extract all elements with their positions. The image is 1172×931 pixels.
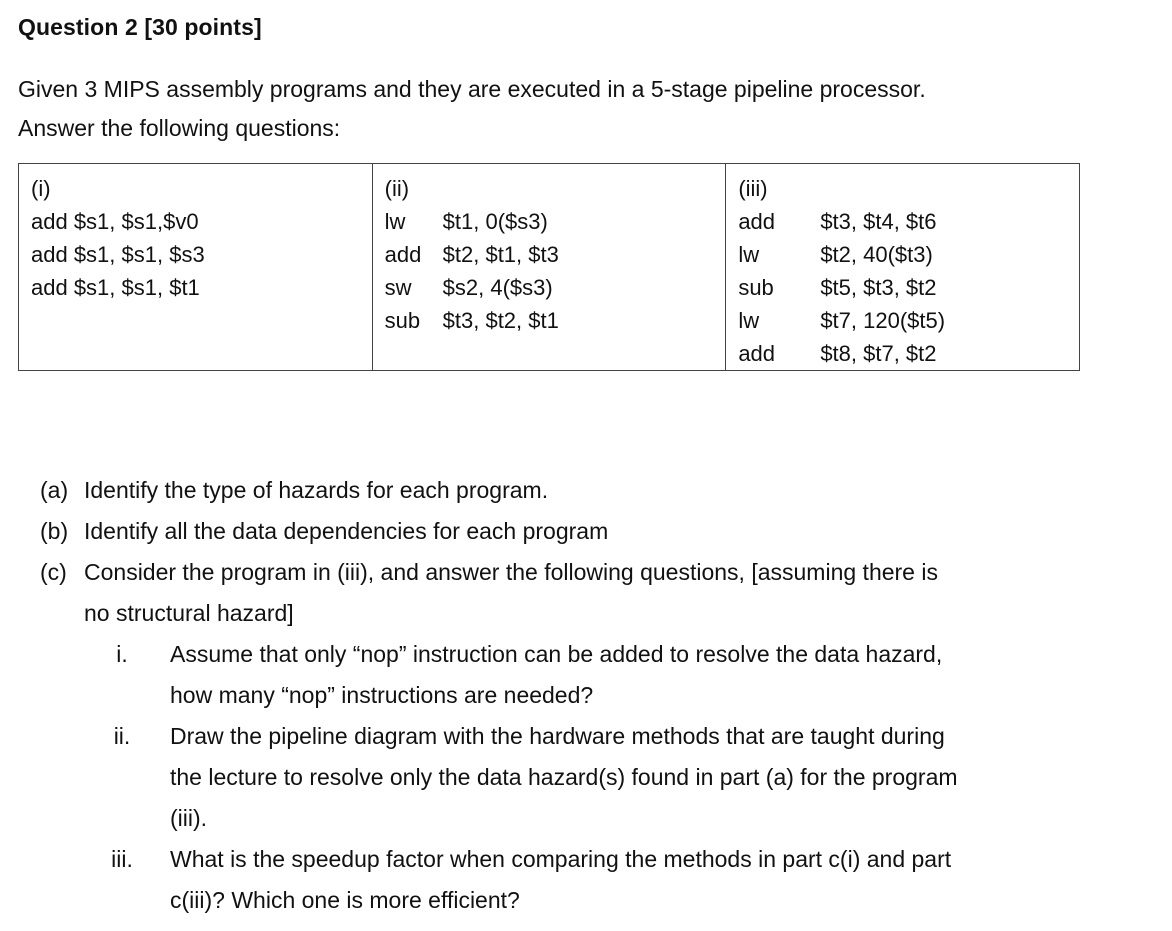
program-iii-line (738, 205, 1067, 238)
question-c-label: (c) (40, 559, 67, 585)
question-b-text: Identify all the data dependencies for each program (84, 518, 609, 544)
opcode: add (738, 341, 776, 366)
question-c-ii (40, 716, 1150, 839)
question-title: Question 2 [30 points] (18, 14, 262, 40)
operands: $t8, $t7, $t2 (820, 341, 937, 366)
question-c (40, 552, 1150, 634)
program-iii-label: (iii) (738, 176, 768, 201)
question-c-ii-line: Draw the pipeline diagram with the hardware methods that are taught during (170, 723, 945, 749)
opcode: lw (738, 308, 760, 333)
question-c-i (40, 634, 1150, 716)
program-ii-line (385, 304, 714, 337)
opcode: sw (384, 275, 412, 300)
question-c-ii-label: ii. (113, 723, 131, 749)
operands: $s2, 4($s3) (442, 275, 553, 300)
program-i-cell (19, 164, 373, 371)
question-a-label: (a) (40, 477, 69, 503)
program-ii-label: (ii) (384, 176, 410, 201)
question-c-i-line: Assume that only “nop” instruction can be added to resolve the data hazard, (170, 641, 943, 667)
question-c-text-line-2: no structural hazard] (84, 600, 294, 626)
program-iii-line (738, 304, 1067, 337)
question-list (40, 470, 1150, 921)
opcode: sub (384, 308, 421, 333)
opcode: lw (738, 242, 760, 267)
question-c-ii-line: the lecture to resolve only the data hazard(s) found in part (a) for the program (170, 764, 958, 790)
opcode: add (738, 209, 776, 234)
question-c-text-line-1: Consider the program in (iii), and answer the following questions, [assuming there is (84, 559, 938, 585)
program-iii-line (738, 238, 1067, 271)
program-iii-cell (726, 164, 1080, 371)
programs-table (18, 163, 1080, 371)
opcode: sub (738, 275, 774, 300)
opcode: add (384, 242, 422, 267)
operands: $t3, $t2, $t1 (442, 308, 559, 333)
program-ii-line (385, 271, 714, 304)
question-b (40, 511, 1150, 552)
intro-line-2: Answer the following questions: (18, 115, 341, 141)
program-i-line: add $s1, $s1, $t1 (31, 275, 200, 300)
program-iii-line (738, 271, 1067, 304)
opcode: lw (384, 209, 406, 234)
operands: $t7, 120($t5) (820, 308, 946, 333)
operands: $t3, $t4, $t6 (820, 209, 937, 234)
question-c-iii-label: iii. (111, 846, 133, 872)
question-c-i-label: i. (116, 641, 128, 667)
question-c-iii-line: What is the speedup factor when comparing the methods in part c(i) and part (170, 846, 952, 872)
operands: $t2, $t1, $t3 (442, 242, 559, 267)
question-c-i-line: how many “nop” instructions are needed? (170, 682, 594, 708)
program-i-line: add $s1, $s1, $s3 (31, 242, 205, 267)
question-intro (18, 70, 1138, 148)
program-iii-line (738, 337, 1067, 370)
programs-row (19, 164, 1080, 371)
question-c-ii-line: (iii). (170, 805, 208, 831)
question-a (40, 470, 1150, 511)
program-ii-cell (372, 164, 726, 371)
program-i-line: add $s1, $s1,$v0 (31, 209, 199, 234)
operands: $t2, 40($t3) (820, 242, 933, 267)
question-b-label: (b) (40, 518, 69, 544)
question-c-iii (40, 839, 1150, 921)
question-a-text: Identify the type of hazards for each program. (84, 477, 549, 503)
program-i-label: (i) (31, 176, 51, 201)
program-ii-line (385, 205, 714, 238)
operands: $t5, $t3, $t2 (820, 275, 937, 300)
program-ii-line (385, 238, 714, 271)
intro-line-1: Given 3 MIPS assembly programs and they are executed in a 5-stage pipeline processor. (18, 76, 926, 102)
question-c-iii-line: c(iii)? Which one is more efficient? (170, 887, 520, 913)
operands: $t1, 0($s3) (442, 209, 548, 234)
